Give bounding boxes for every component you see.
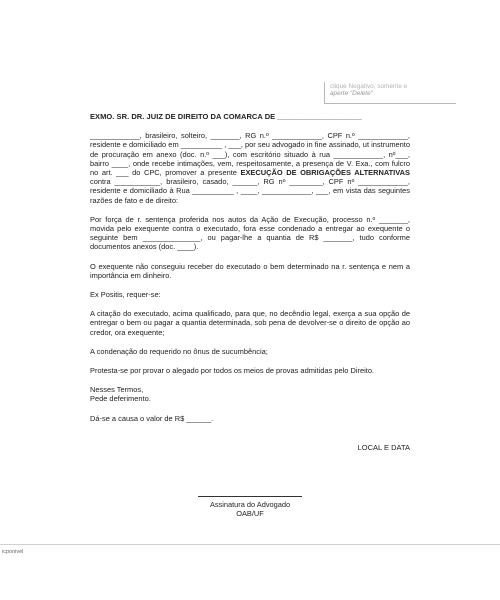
local-date: LOCAL E DATA <box>357 442 410 452</box>
evidence-paragraph: Protesta-se por provar o alegado por todos os meios de provas admitidas pelo Direito. <box>90 366 375 376</box>
footer-text: icponivel <box>2 549 24 555</box>
legal-petition <box>90 112 410 452</box>
case-value-paragraph: Dá-se a causa o valor de R$ ______. <box>90 413 214 423</box>
oab-label: OAB/UF <box>236 508 264 518</box>
court-heading: EXMO. SR. DR. JUIZ DE DIREITO DA COMARCA DE ____________________ <box>90 112 362 121</box>
closing-line-1: Nesses Termos, <box>90 385 144 395</box>
closing-line-2: Pede deferimento. <box>90 394 151 404</box>
citation-request-paragraph: A citação do executado, acima qualificado, para que, no decêndio legal, exerça a sua opção de entregar o bem ou pagar a quantia determinada, sob pena de devolver-se o direito de opção ao credor, ora exequente; <box>90 309 410 337</box>
party-qualification-paragraph <box>90 131 410 205</box>
intro-text-first: ____________, brasileiro, solteiro, _______, RG n.º ____________, CPF n.º ____________, residente e domiciliado em __________ , ___, por seu advogado in fine assinado, ut instrumento de procuração em anexo (doc. n.º ___), com escritório situado à rua ____________, nº___, bairro ____, onde recebe intimações, vem, respeitosamente, a presença de V. Exa., com fulcro no art. ___ do CPC, promover a presente <box>90 131 410 178</box>
footer-strip <box>0 544 500 559</box>
signature-label: Assinatura do Advogado <box>209 500 291 509</box>
request-intro: Ex Positis, requer-se: <box>90 290 161 300</box>
instruction-note-line-2: aperte "Delete" <box>330 90 373 97</box>
intro-text-second: contra ___________, brasileiro, casado, ______, RG nº ________, CPF nº ____________, residente e domiciliado à Rua __________ , ____, ____________, ___, em vista das seguintes razões de fato e de direito: <box>90 177 410 205</box>
signature-line <box>198 496 302 497</box>
instruction-note-line-1: clique Negativo, somente e <box>330 83 408 90</box>
non-payment-paragraph: O exequente não conseguiu receber do executado o bem determinado na r. sentença e nem a importância em dinheiro. <box>90 261 410 280</box>
instruction-note <box>324 82 456 104</box>
closing-terms <box>90 385 410 403</box>
lawyer-signature-block <box>198 496 302 518</box>
costs-request-paragraph: A condenação do requerido no ônus de sucumbência; <box>90 346 268 356</box>
action-title: EXECUÇÃO DE OBRIGAÇÕES ALTERNATIVAS <box>240 168 410 178</box>
judgment-paragraph: Por força de r. sentença proferida nos autos da Ação de Execução, processo n.º _______, movida pelo exequente contra o executado, fora esse condenado a entregar ao exequente o seguinte bem ______________, ou pagar-lhe a quantia de R$ _______, tudo conforme documentos anexos (doc. ____). <box>90 214 410 252</box>
